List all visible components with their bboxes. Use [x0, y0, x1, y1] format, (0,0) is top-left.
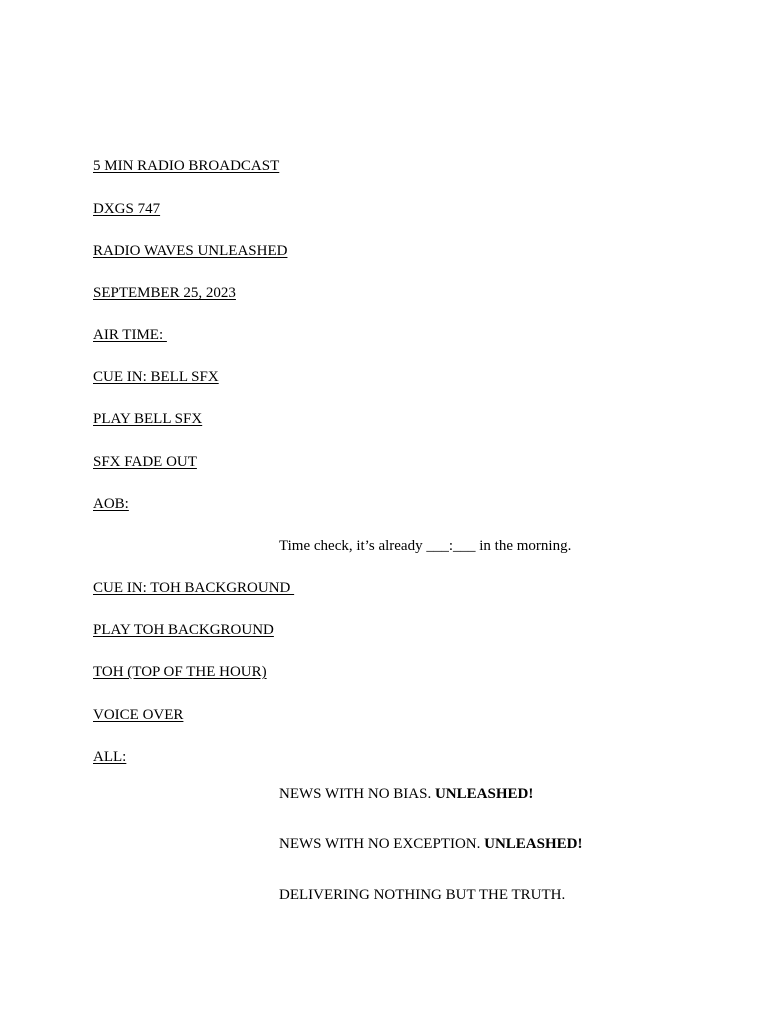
voice-line-3-text: DELIVERING NOTHING BUT THE TRUTH. — [279, 887, 566, 903]
script-title: 5 MIN RADIO BROADCAST — [93, 158, 280, 174]
sfx-fade-out: SFX FADE OUT — [93, 454, 197, 470]
voice-line-2-emphasis: UNLEASHED! — [484, 836, 583, 852]
time-check-line: Time check, it’s already ___:___ in the morning. — [279, 538, 572, 554]
voice-line-2-text: NEWS WITH NO EXCEPTION. — [279, 836, 485, 852]
cue-toh-background: CUE IN: TOH BACKGROUND — [93, 580, 295, 596]
program-name: RADIO WAVES UNLEASHED — [93, 243, 288, 259]
cue-bell-sfx: CUE IN: BELL SFX — [93, 369, 219, 385]
broadcast-date: SEPTEMBER 25, 2023 — [93, 285, 236, 301]
play-toh-background: PLAY TOH BACKGROUND — [93, 622, 274, 638]
all-label: ALL: — [93, 749, 127, 765]
voice-line-1 — [279, 785, 533, 803]
voice-line-2 — [279, 835, 582, 853]
voice-line-3 — [279, 886, 565, 904]
voice-line-1-text: NEWS WITH NO BIAS. — [279, 786, 435, 802]
aob-label: AOB: — [93, 496, 129, 512]
voice-line-1-emphasis: UNLEASHED! — [434, 786, 534, 802]
toh-label: TOH (TOP OF THE HOUR) — [93, 664, 267, 680]
station-call-sign: DXGS 747 — [93, 201, 161, 217]
air-time-label: AIR TIME: — [93, 327, 167, 343]
voice-over-label: VOICE OVER — [93, 707, 184, 723]
play-bell-sfx: PLAY BELL SFX — [93, 411, 203, 427]
